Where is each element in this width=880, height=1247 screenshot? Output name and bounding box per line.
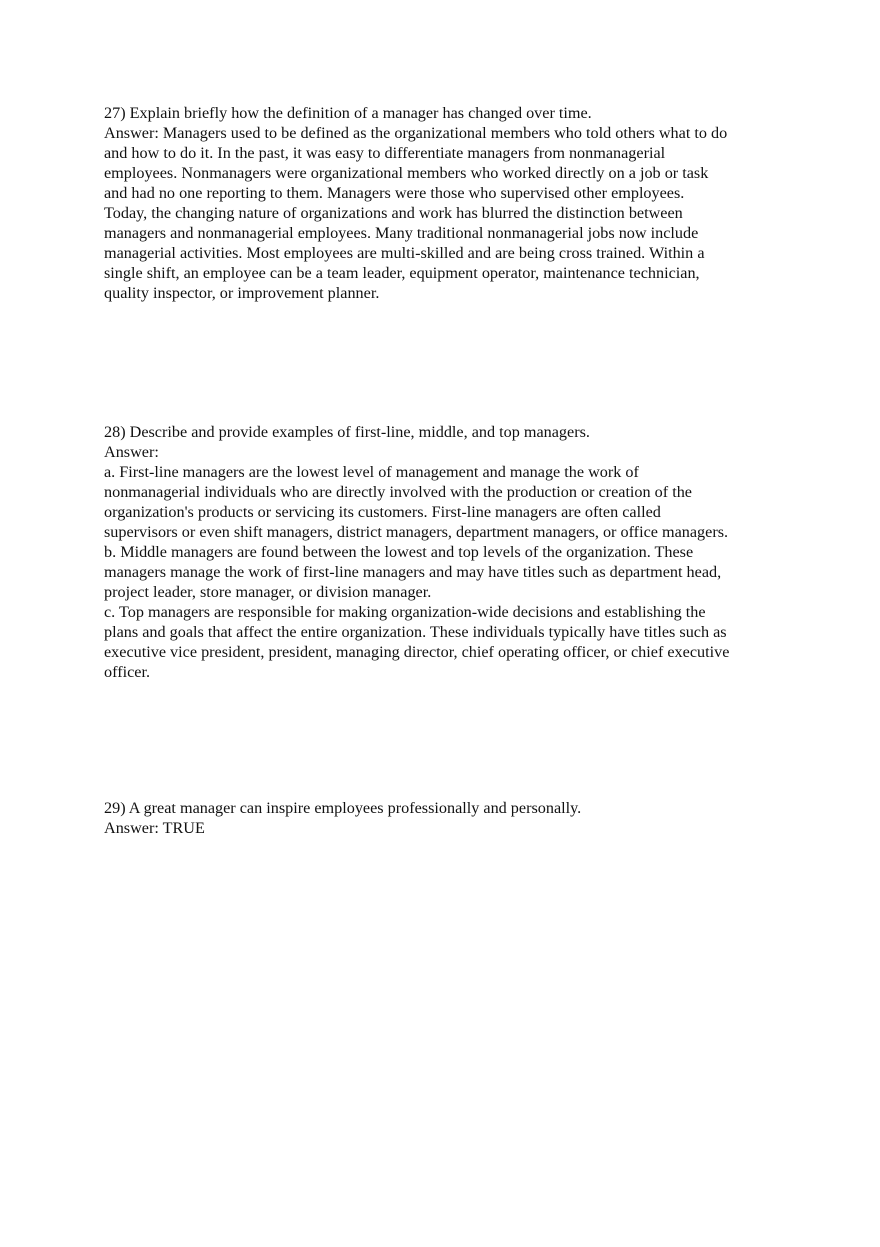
answer-line: managerial activities. Most employees are multi-skilled and are being cross trained. Within a bbox=[104, 244, 705, 262]
question-text: 27) Explain briefly how the definition of a manager has changed over time. bbox=[104, 104, 592, 122]
answer-label: Answer: bbox=[104, 443, 159, 461]
question-28 bbox=[104, 422, 784, 682]
answer-line: supervisors or even shift managers, district managers, department managers, or office managers. bbox=[104, 523, 729, 541]
question-text: 28) Describe and provide examples of first-line, middle, and top managers. bbox=[104, 423, 590, 441]
answer-line: organization's products or servicing its customers. First-line managers are often called bbox=[104, 503, 661, 521]
answer-line: project leader, store manager, or division manager. bbox=[104, 583, 432, 601]
answer-line: Answer: TRUE bbox=[104, 819, 205, 837]
answer-line: nonmanagerial individuals who are directly involved with the production or creation of the bbox=[104, 483, 692, 501]
answer-line: executive vice president, president, managing director, chief operating officer, or chief executive bbox=[104, 643, 730, 661]
answer-line: plans and goals that affect the entire organization. These individuals typically have titles such as bbox=[104, 623, 727, 641]
answer-line: and how to do it. In the past, it was easy to differentiate managers from nonmanagerial bbox=[104, 144, 666, 162]
answer-line: Answer: Managers used to be defined as the organizational members who told others what to do bbox=[104, 124, 728, 142]
question-27 bbox=[104, 103, 784, 303]
answer-line: and had no one reporting to them. Managers were those who supervised other employees. bbox=[104, 184, 685, 202]
answer-line: a. First-line managers are the lowest level of management and manage the work of bbox=[104, 463, 639, 481]
answer-line: managers manage the work of first-line managers and may have titles such as department head, bbox=[104, 563, 722, 581]
answer-line: b. Middle managers are found between the lowest and top levels of the organization. These bbox=[104, 543, 694, 561]
answer-line: employees. Nonmanagers were organizational members who worked directly on a job or task bbox=[104, 164, 709, 182]
answer-line: Today, the changing nature of organizations and work has blurred the distinction between bbox=[104, 204, 683, 222]
answer-line: officer. bbox=[104, 663, 150, 681]
answer-line: quality inspector, or improvement planner. bbox=[104, 284, 380, 302]
answer-line: managers and nonmanagerial employees. Many traditional nonmanagerial jobs now include bbox=[104, 224, 699, 242]
answer-line: single shift, an employee can be a team leader, equipment operator, maintenance technician, bbox=[104, 264, 700, 282]
question-text: 29) A great manager can inspire employees professionally and personally. bbox=[104, 799, 582, 817]
question-29 bbox=[104, 798, 784, 838]
answer-line: c. Top managers are responsible for making organization-wide decisions and establishing the bbox=[104, 603, 706, 621]
